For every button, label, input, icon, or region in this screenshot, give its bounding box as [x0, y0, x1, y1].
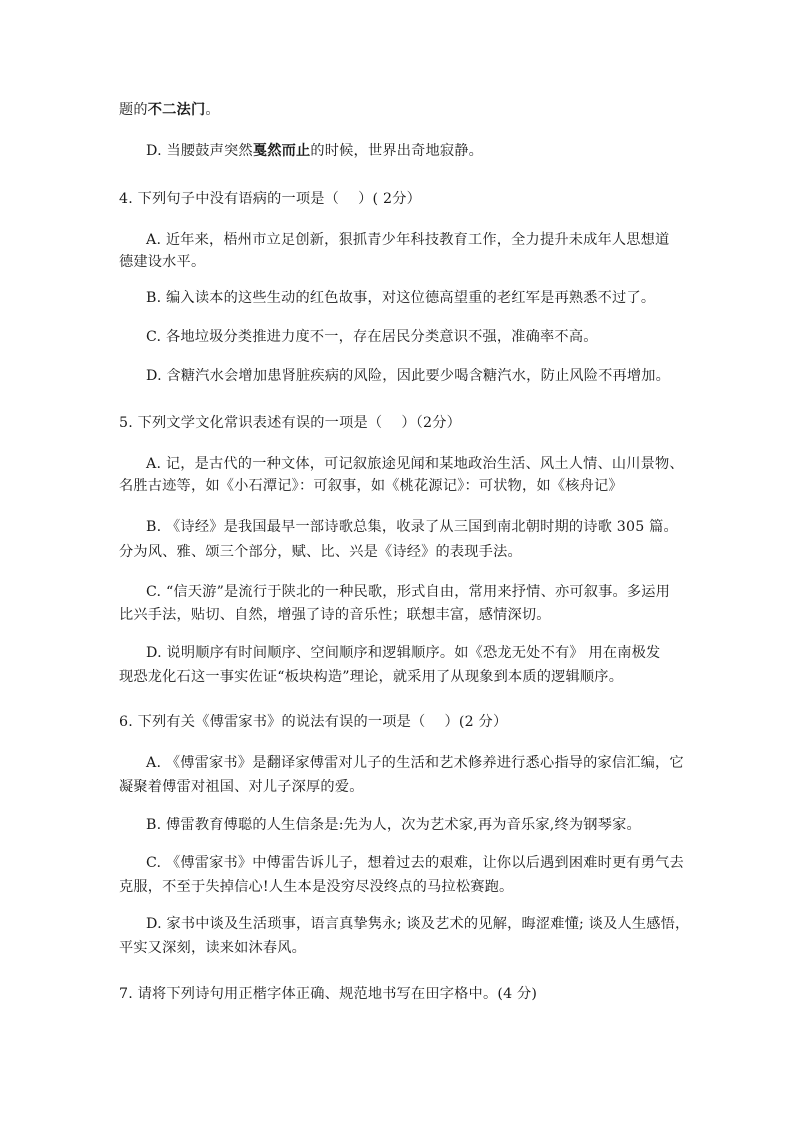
q4-title: 4. 下列句子中没有语病的一项是（ ）( 2分） [119, 191, 422, 207]
q4-option-a-line2: 德建设水平。 [119, 254, 206, 270]
q4-option-b: B. 编入读本的这些生动的红色故事，对这位德高望重的老红军是再熟悉不过了。 [146, 290, 656, 306]
q6-option-a-line2: 凝聚着傅雷对祖国、对儿子深厚的爱。 [119, 779, 364, 795]
q3-option-d: D. 当腰鼓声突然戛然而止的时候，世界出奇地寂静。 [146, 143, 484, 159]
q6-option-c-line1: C. 《傅雷家书》中傅雷告诉儿子，想着过去的艰难，让你以后遇到困难时更有勇气去 [146, 855, 684, 871]
q4-option-d: D. 含糖汽水会增加患肾脏疾病的风险，因此要少喝含糖汽水，防止风险不再增加。 [146, 368, 671, 384]
q5-option-b-line2: 分为风、雅、颂三个部分，赋、比、兴是《诗经》的表现手法。 [119, 544, 522, 560]
q5-title: 5. 下列文学文化常识表述有误的一项是（ ）（2分） [119, 415, 462, 431]
q5-option-d-line1: D. 说明顺序有时间顺序、空间顺序和逻辑顺序。如《恐龙无处不有》 用在南极发 [146, 645, 661, 661]
bold-idiom-text: 不二法门 [147, 102, 206, 118]
q5-option-d-line2: 现恐龙化石这一事实佐证“板块构造”理论，就采用了从现象到本质的逻辑顺序。 [119, 669, 624, 685]
bold-idiom-text: 戛然而止 [252, 143, 311, 159]
q6-option-d-line2: 平实又深刻，读来如沐春风。 [119, 940, 307, 956]
q5-option-a-line1: A. 记，是古代的一种文体，可记叙旅途见闻和某地政治生活、风土人情、山川景物、 [146, 456, 684, 472]
q4-option-a-line1: A. 近年来，梧州市立足创新，狠抓青少年科技教育工作，全力提升未成年人思想道 [146, 232, 670, 248]
q5-option-a-line2: 名胜古迹等，如《小石潭记》：可叙事，如《桃花源记》：可状物，如《核舟记》 [119, 478, 623, 494]
q6-option-c-line2: 克服，不至于失掉信心!人生本是没穷尽没终点的马拉松赛跑。 [119, 879, 514, 895]
q6-option-b: B. 傅雷教育傅聪的人生信条是:先为人，次为艺术家,再为音乐家,终为钢琴家。 [146, 817, 641, 833]
q6-option-a-line1: A. 《傅雷家书》是翻译家傅雷对儿子的生活和艺术修养进行悉心指导的家信汇编，它 [146, 755, 684, 771]
q6-title: 6. 下列有关《傅雷家书》的说法有误的一项是（ ）(2 分） [119, 714, 508, 730]
q3-continuation-line: 题的不二法门。 [119, 102, 220, 118]
q7-title: 7. 请将下列诗句用正楷字体正确、规范地书写在田字格中。(4 分) [119, 986, 538, 1002]
q5-option-b-line1: B. 《诗经》是我国最早一部诗歌总集，收录了从三国到南北朝时期的诗歌 305 篇。 [146, 519, 678, 535]
q4-option-c: C. 各地垃圾分类推进力度不一，存在居民分类意识不强，准确率不高。 [146, 329, 598, 345]
q5-option-c-line1: C. “信天游”是流行于陕北的一种民歌，形式自由，常用来抒情、亦可叙事。多运用 [146, 584, 671, 600]
q6-option-d-line1: D. 家书中谈及生活琐事，语言真挚隽永; 谈及艺术的见解，晦涩难懂; 谈及人生感悟， [146, 916, 690, 932]
q5-option-c-line2: 比兴手法，贴切、自然，增强了诗的音乐性；联想丰富，感情深切。 [119, 607, 551, 623]
